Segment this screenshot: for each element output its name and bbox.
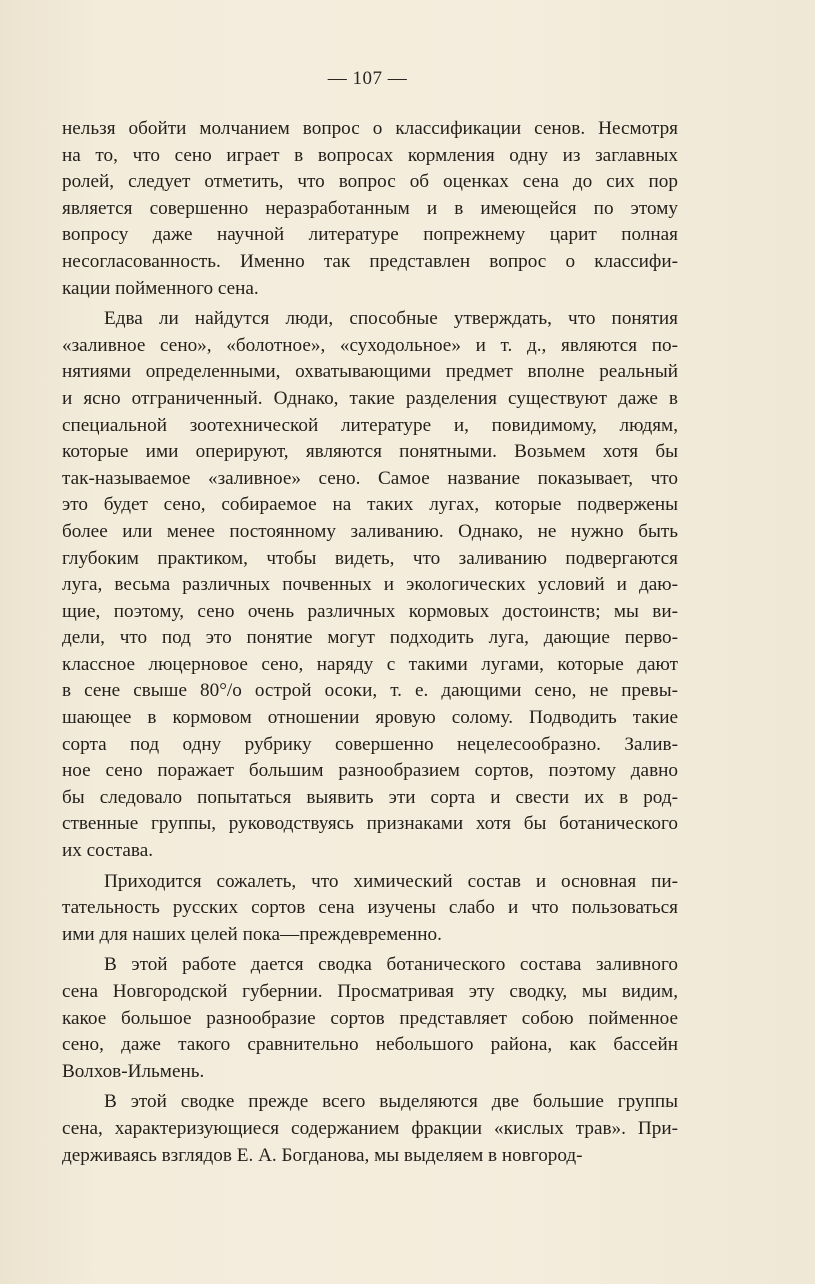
text-line: щие, поэтому, сено очень различных кормовых достоинств; мы ви- bbox=[62, 600, 678, 622]
text-line: какое большое разнообразие сортов представляет собою пойменное bbox=[62, 1007, 678, 1029]
text-line: нятиями определенными, охватывающими предмет вполне реальный bbox=[62, 361, 678, 383]
paragraph bbox=[62, 869, 678, 949]
text-line: ими для наших целей пока—преждевременно. bbox=[62, 923, 442, 945]
text-line: сена, характеризующиеся содержанием фракции «кислых трав». При- bbox=[62, 1117, 678, 1139]
text-line: ролей, следует отметить, что вопрос об оценках сена до сих пор bbox=[62, 171, 678, 193]
text-line: дели, что под это понятие могут подходить луга, дающие перво- bbox=[62, 627, 678, 649]
text-line: Волхов-Ильмень. bbox=[62, 1060, 205, 1082]
text-line: их состава. bbox=[62, 840, 154, 862]
text-line: это будет сено, собираемое на таких лугах, которые подвержены bbox=[62, 494, 678, 516]
text-line: нельзя обойти молчанием вопрос о классификации сенов. Несмотря bbox=[62, 118, 678, 139]
text-line: сена Новгородской губернии. Просматривая эту сводку, мы видим, bbox=[62, 981, 678, 1002]
page-number: — 107 — bbox=[327, 68, 408, 89]
text-line: «заливное сено», «болотное», «суходольное» и т. д., являются по- bbox=[62, 334, 678, 356]
text-line: Приходится сожалеть, что химический состав и основная пи- bbox=[104, 870, 678, 892]
text-line: и ясно отграниченный. Однако, такие разделения существуют даже в bbox=[62, 387, 678, 409]
text-line: кации пойменного сена. bbox=[62, 277, 259, 299]
text-line: В этой работе дается сводка ботанического состава заливного bbox=[104, 954, 678, 976]
text-line: вопросу даже научной литературе попрежнему царит полная bbox=[62, 224, 678, 246]
paragraph bbox=[62, 306, 678, 864]
text-line: луга, весьма различных почвенных и экологических условий и даю- bbox=[62, 574, 678, 596]
paragraph bbox=[62, 952, 678, 1085]
text-line: сорта под одну рубрику совершенно нецелесообразно. Залив- bbox=[62, 733, 678, 755]
text-line: глубоким практиком, чтобы видеть, что заливанию подвергаются bbox=[62, 547, 678, 569]
text-line: В этой сводке прежде всего выделяются две большие группы bbox=[104, 1091, 678, 1113]
text-line: более или менее постоянному заливанию. Однако, не нужно быть bbox=[62, 520, 678, 542]
text-line: ственные группы, руководствуясь признаками хотя бы ботанического bbox=[62, 813, 678, 835]
text-line: на то, что сено играет в вопросах кормления одну из заглавных bbox=[62, 144, 678, 166]
paragraph bbox=[62, 1089, 678, 1169]
text-line: в сене свыше 80°/o острой осоки, т. е. дающими сено, не превы- bbox=[62, 680, 678, 702]
text-line: специальной зоотехнической литературе и, повидимому, людям, bbox=[62, 414, 678, 436]
paragraph bbox=[62, 116, 678, 302]
text-line: является совершенно неразработанным и в имеющейся по этому bbox=[62, 197, 678, 219]
body-text bbox=[62, 116, 678, 1169]
text-line: которые ими оперируют, являются понятными. Возьмем хотя бы bbox=[62, 441, 678, 463]
text-line: бы следовало попытаться выявить эти сорта и свести их в род- bbox=[62, 786, 678, 808]
text-line: несогласованность. Именно так представлен вопрос о классифи- bbox=[62, 250, 678, 272]
text-line: ное сено поражает большим разнообразием сортов, поэтому давно bbox=[62, 760, 678, 782]
text-line: тательность русских сортов сена изучены слабо и что пользоваться bbox=[62, 897, 678, 919]
text-line: сено, даже такого сравнительно небольшого района, как бассейн bbox=[62, 1034, 678, 1056]
text-line: Едва ли найдутся люди, способные утверждать, что понятия bbox=[104, 308, 678, 330]
text-line: так-называемое «заливное» сено. Самое название показывает, что bbox=[62, 467, 678, 489]
text-line: классное люцерновое сено, наряду с такими лугами, которые дают bbox=[62, 653, 678, 675]
text-line: держиваясь взглядов Е. А. Богданова, мы выделяем в новгород- bbox=[62, 1144, 583, 1166]
text-line: шающее в кормовом отношении яровую солому. Подводить такие bbox=[62, 707, 678, 729]
